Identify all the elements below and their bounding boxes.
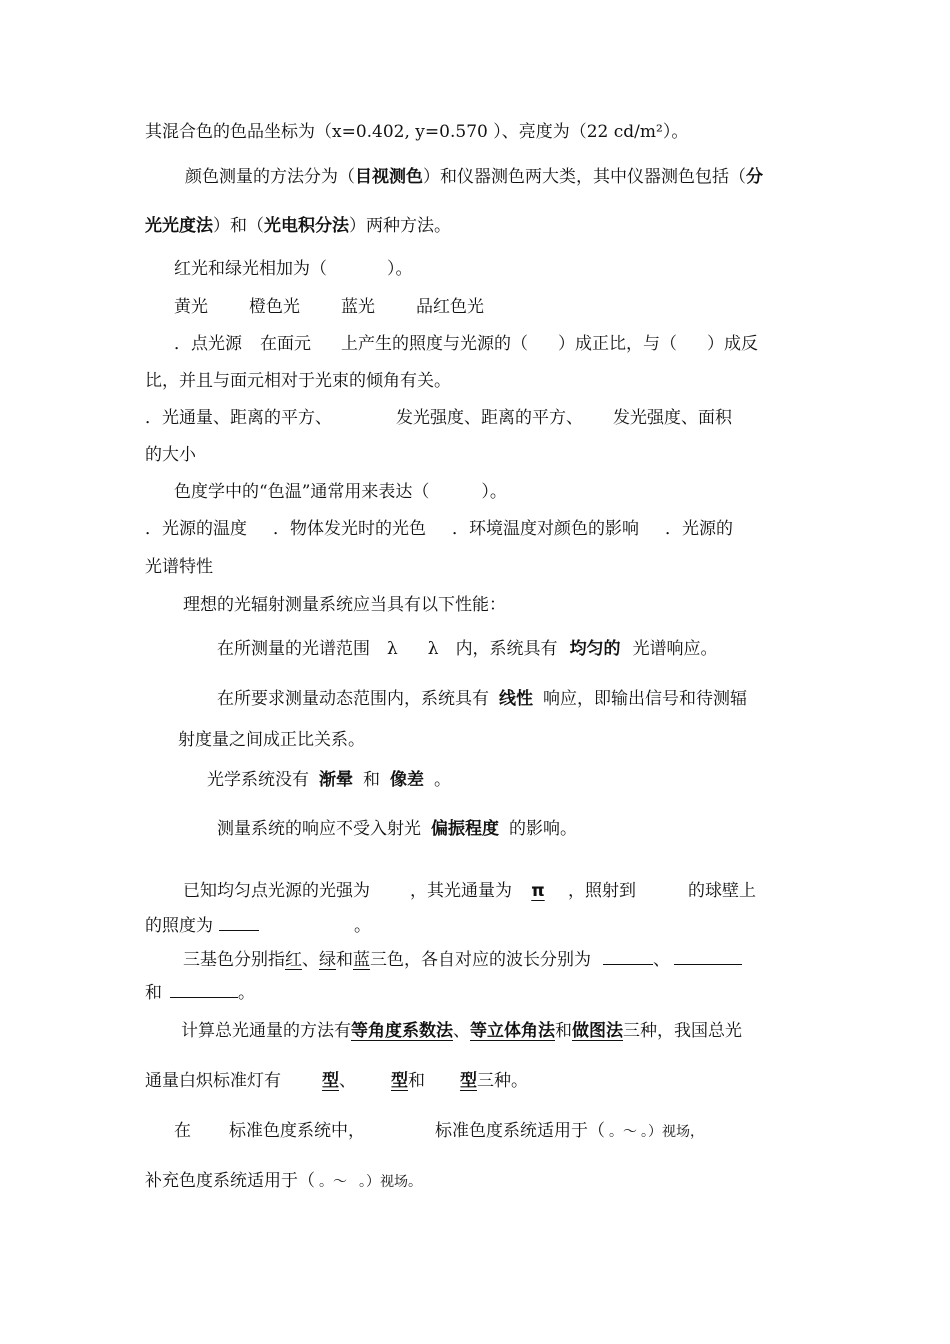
text-span: 的照度为 bbox=[145, 916, 213, 936]
question-line bbox=[183, 880, 756, 902]
text-line bbox=[185, 166, 763, 188]
text-span: 比，并且与面元相对于光束的倾角有关。 bbox=[145, 371, 451, 391]
text-span: 、 bbox=[302, 950, 319, 970]
text-span: ）和仪器测色两大类，其中仪器测色包括（ bbox=[423, 167, 746, 187]
option-text: ．光源的 bbox=[665, 519, 733, 539]
text-span: 补充色度系统适用于（ bbox=[145, 1171, 315, 1191]
text-span: 理想的光辐射测量系统应当具有以下性能： bbox=[183, 595, 506, 615]
text-line bbox=[145, 444, 196, 466]
text-line bbox=[207, 769, 451, 791]
text-line bbox=[145, 121, 688, 143]
text-span: 在 bbox=[174, 1121, 191, 1141]
answer-text: 光电积分法 bbox=[264, 216, 349, 236]
text-span: 上产生的照度与光源的（ bbox=[341, 334, 528, 354]
text-span: 射度量之间成正比关系。 bbox=[178, 730, 365, 750]
answer-text: 渐晕 bbox=[319, 770, 353, 790]
option-text: 橙色光 bbox=[249, 297, 300, 317]
option-text: ．光通量、距离的平方、 bbox=[145, 408, 332, 428]
text-line bbox=[145, 979, 255, 1004]
text-line bbox=[217, 638, 718, 660]
answer-text: 绿 bbox=[319, 950, 336, 970]
text-span: 响应，即输出信号和待测辐 bbox=[543, 689, 747, 709]
text-span: ）成反 bbox=[707, 334, 758, 354]
answer-blank bbox=[219, 912, 259, 931]
answer-text: 红 bbox=[285, 950, 302, 970]
answer-text: 偏振程度 bbox=[431, 819, 499, 839]
text-span: 测量系统的响应不受入射光 bbox=[217, 819, 421, 839]
text-span: 光谱特性 bbox=[145, 557, 213, 577]
text-span: 的球壁上 bbox=[688, 881, 756, 901]
option-text: 品红色光 bbox=[416, 297, 484, 317]
text-span: 内，系统具有 bbox=[455, 639, 558, 659]
option-text: ．环境温度对颜色的影响 bbox=[452, 519, 639, 539]
text-span: 颜色测量的方法分为（ bbox=[185, 167, 355, 187]
text-span: ）成正比，与（ bbox=[558, 334, 677, 354]
text-span: 。）视场， bbox=[641, 1124, 704, 1140]
text-span: 。 bbox=[434, 770, 451, 790]
text-span: 三色，各自对应的波长分别为 bbox=[370, 950, 591, 970]
answer-text: 做图法 bbox=[572, 1021, 623, 1041]
text-span: 标准色度系统适用于（ bbox=[435, 1121, 605, 1141]
text-span: 标准色度系统中， bbox=[229, 1121, 365, 1141]
question-line bbox=[174, 1120, 704, 1143]
text-span: ）。 bbox=[481, 482, 507, 502]
answer-text: 蓝 bbox=[353, 950, 370, 970]
text-span: 光谱响应。 bbox=[632, 639, 718, 659]
text-span: 、 bbox=[453, 1021, 470, 1041]
text-line bbox=[145, 556, 213, 578]
answer-text: 型 bbox=[460, 1071, 477, 1091]
option-text: 黄光 bbox=[174, 297, 208, 317]
text-span: 的大小 bbox=[145, 445, 196, 465]
answer-text: 均匀的 bbox=[569, 639, 621, 659]
text-span: 光学系统没有 bbox=[207, 770, 309, 790]
text-span: 和 bbox=[145, 983, 162, 1003]
text-span: 和 bbox=[555, 1021, 572, 1041]
text-span: 。～ bbox=[609, 1124, 637, 1140]
question-line bbox=[145, 1170, 422, 1193]
text-span: 三基色分别指 bbox=[183, 950, 285, 970]
text-span: 。～ bbox=[319, 1174, 347, 1190]
answer-blank bbox=[170, 979, 238, 998]
answer-text: 型 bbox=[391, 1071, 408, 1091]
text-span: 在面元 bbox=[260, 334, 311, 354]
text-span: 色度学中的“色温”通常用来表达（ bbox=[174, 482, 430, 502]
option-text: ．光源的温度 bbox=[145, 519, 247, 539]
options-line bbox=[145, 407, 732, 429]
text-line bbox=[145, 215, 451, 237]
text-span: ）和（ bbox=[213, 216, 264, 236]
text-line bbox=[145, 912, 371, 937]
answer-text: 线性 bbox=[499, 689, 533, 709]
text-span: 、 bbox=[653, 950, 670, 970]
options-line bbox=[174, 296, 484, 318]
question-line bbox=[181, 1020, 742, 1042]
text-span: λ bbox=[427, 639, 439, 659]
text-span: ）。 bbox=[387, 259, 413, 279]
text-span: λ bbox=[387, 639, 398, 659]
answer-text: 等立体角法 bbox=[470, 1021, 555, 1041]
question-line bbox=[174, 481, 507, 503]
text-span: 和 bbox=[336, 950, 353, 970]
text-line bbox=[183, 594, 506, 616]
text-line bbox=[145, 1070, 528, 1092]
text-line bbox=[145, 370, 451, 392]
answer-text: 型 bbox=[322, 1071, 339, 1091]
option-text: 蓝光 bbox=[341, 297, 375, 317]
question-line bbox=[183, 946, 742, 971]
option-text: ．物体发光时的光色 bbox=[273, 519, 426, 539]
text-span: 、 bbox=[339, 1071, 356, 1091]
text-span: 。 bbox=[238, 983, 255, 1003]
text-span: ，照射到 bbox=[568, 881, 636, 901]
text-span: 通量白炽标准灯有 bbox=[145, 1071, 281, 1091]
text-span: ）两种方法。 bbox=[349, 216, 451, 236]
text-line bbox=[217, 818, 577, 840]
text-span: 。）视场。 bbox=[359, 1174, 422, 1190]
text-span: 和 bbox=[408, 1071, 425, 1091]
answer-text: 光光度法 bbox=[145, 216, 213, 236]
options-line bbox=[145, 518, 733, 540]
text-span: 已知均匀点光源的光强为 bbox=[183, 881, 370, 901]
answer-text: 目视测色 bbox=[355, 167, 423, 187]
text-line bbox=[178, 729, 365, 751]
question-line bbox=[174, 258, 413, 280]
text-span: 计算总光通量的方法有 bbox=[181, 1021, 351, 1041]
question-line bbox=[174, 333, 758, 355]
answer-text: 等角度系数法 bbox=[351, 1021, 453, 1041]
text-span: 三种，我国总光 bbox=[623, 1021, 742, 1041]
text-span: 红光和绿光相加为（ bbox=[174, 259, 327, 279]
text-span: ．点光源 bbox=[174, 334, 242, 354]
text-span: 在所要求测量动态范围内，系统具有 bbox=[217, 689, 489, 709]
text-line bbox=[217, 688, 747, 710]
text-span: 的影响。 bbox=[509, 819, 577, 839]
text-span: 在所测量的光谱范围 bbox=[217, 639, 370, 659]
answer-blank bbox=[603, 946, 653, 965]
text-span: 和 bbox=[363, 770, 380, 790]
text-span: 。 bbox=[354, 916, 371, 936]
option-text: 发光强度、距离的平方、 bbox=[396, 408, 583, 428]
answer-text: π bbox=[531, 881, 545, 901]
text-span: ，其光通量为 bbox=[410, 881, 512, 901]
answer-text: 像差 bbox=[390, 770, 424, 790]
text-span: 其混合色的色品坐标为（x=0.402, y=0.570 ）、亮度为（22 cd/m²）。 bbox=[145, 122, 689, 142]
answer-blank bbox=[674, 946, 742, 965]
answer-text: 分 bbox=[746, 167, 763, 187]
option-text: 发光强度、面积 bbox=[613, 408, 732, 428]
text-span: 三种。 bbox=[477, 1071, 528, 1091]
